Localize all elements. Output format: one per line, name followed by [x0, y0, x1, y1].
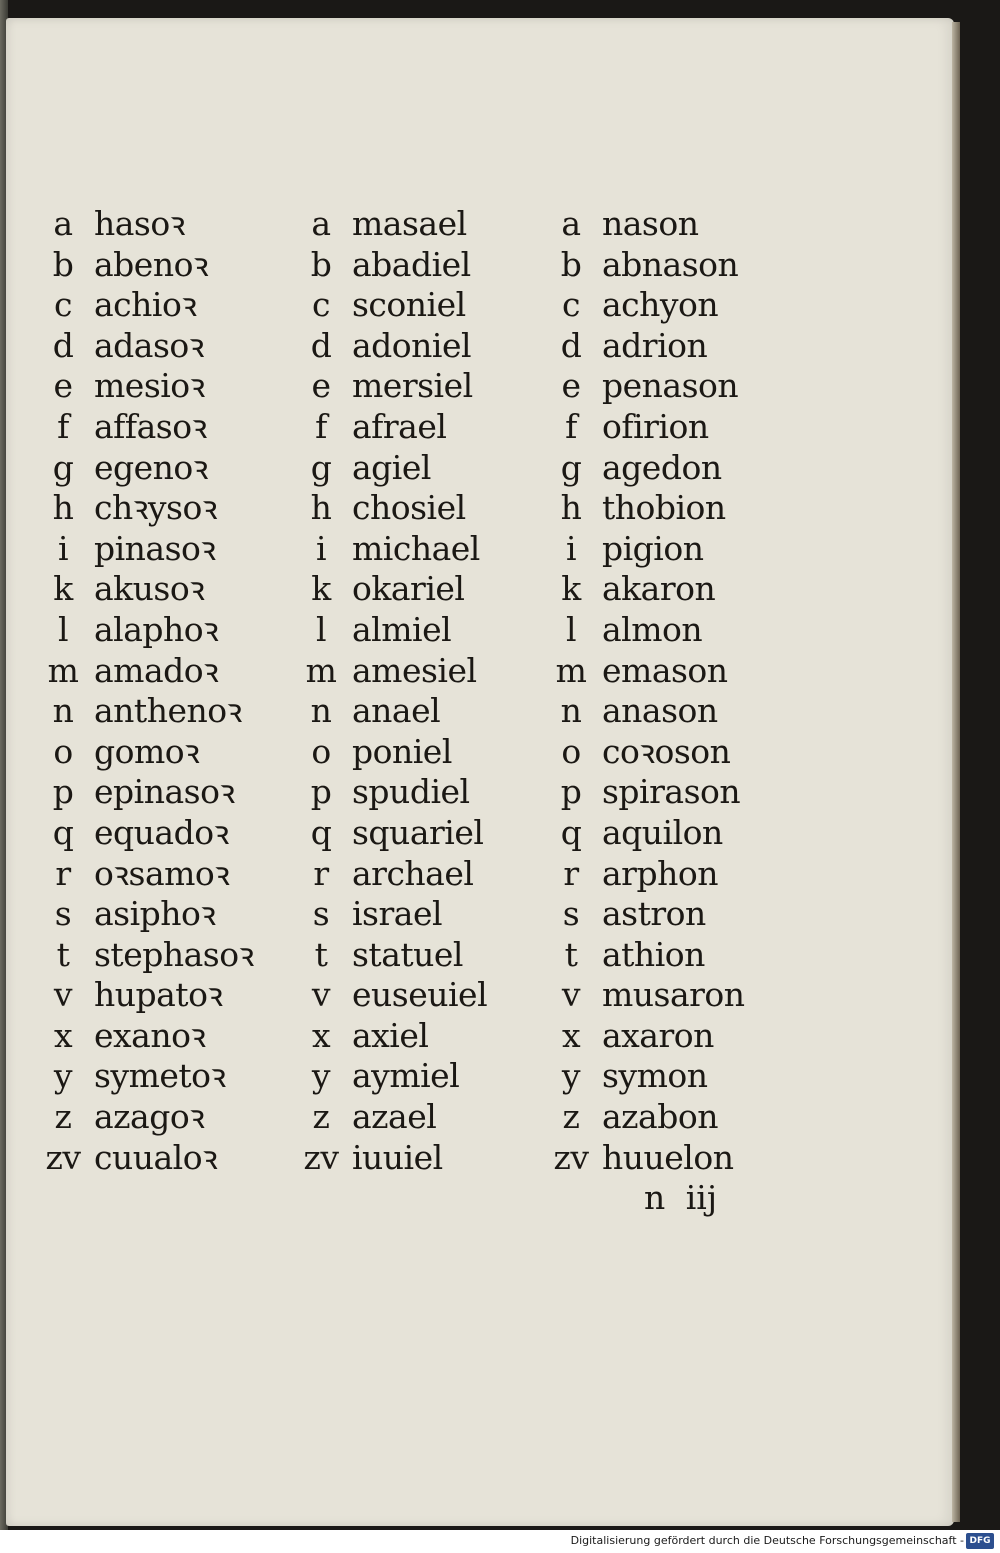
list-item: [296, 488, 487, 529]
row-letter: q: [52, 812, 74, 852]
row-name: chosiel: [352, 488, 466, 528]
row-letter: x: [561, 1015, 581, 1055]
row-letter: t: [564, 934, 578, 974]
list-item: [296, 326, 487, 367]
list-item: [296, 448, 487, 489]
list-item: [38, 407, 254, 448]
row-name: astron: [602, 894, 706, 934]
row-name: gomoꝛ: [94, 731, 200, 771]
list-item: [296, 854, 487, 895]
row-letter: r: [313, 853, 329, 893]
row-name: michael: [352, 528, 480, 568]
row-name: athion: [602, 934, 705, 974]
row-letter: zv: [553, 1137, 589, 1177]
row-name: azabon: [602, 1097, 718, 1137]
list-item: [546, 772, 745, 813]
list-item: [38, 529, 254, 570]
list-item: [38, 975, 254, 1016]
row-letter: e: [561, 366, 581, 406]
list-item: [296, 935, 487, 976]
list-item: [546, 894, 745, 935]
row-letter: m: [305, 650, 337, 690]
list-item: [296, 245, 487, 286]
list-item: [546, 1016, 745, 1057]
list-item: [38, 935, 254, 976]
list-item: [38, 569, 254, 610]
row-letter: a: [53, 204, 73, 243]
list-item: [546, 854, 745, 895]
row-letter: p: [310, 772, 332, 812]
row-name: achioꝛ: [94, 285, 197, 325]
row-letter: n: [560, 691, 582, 731]
row-letter: q: [560, 812, 582, 852]
row-name: exanoꝛ: [94, 1015, 206, 1055]
list-item: [38, 691, 254, 732]
row-name: nason: [602, 204, 699, 243]
column-3: [546, 204, 745, 1178]
list-item: [546, 732, 745, 773]
list-item: [296, 651, 487, 692]
row-name: epinasoꝛ: [94, 772, 235, 812]
row-letter: k: [561, 569, 581, 609]
row-name: azagoꝛ: [94, 1097, 205, 1137]
row-name: adasoꝛ: [94, 325, 204, 365]
book-page: [6, 18, 954, 1526]
row-name: statuel: [352, 934, 463, 974]
row-name: pigion: [602, 528, 704, 568]
row-name: affasoꝛ: [94, 406, 207, 446]
row-name: oꝛsamoꝛ: [94, 853, 230, 893]
row-name: alaphoꝛ: [94, 609, 219, 649]
row-letter: i: [565, 528, 577, 568]
list-item: [296, 1016, 487, 1057]
row-letter: o: [561, 731, 581, 771]
list-item: [38, 1016, 254, 1057]
row-name: axaron: [602, 1015, 714, 1055]
list-item: [38, 488, 254, 529]
list-item: [546, 691, 745, 732]
row-name: huuelon: [602, 1137, 734, 1177]
row-letter: e: [53, 366, 73, 406]
row-letter: z: [54, 1097, 72, 1137]
row-letter: o: [311, 731, 331, 771]
list-item: [546, 975, 745, 1016]
list-item: [296, 813, 487, 854]
list-item: [546, 285, 745, 326]
row-name: penason: [602, 366, 739, 406]
row-name: iuuiel: [352, 1137, 443, 1177]
row-letter: t: [314, 934, 328, 974]
row-name: adoniel: [352, 325, 472, 365]
row-letter: k: [53, 569, 73, 609]
row-name: poniel: [352, 731, 452, 771]
row-letter: m: [47, 650, 79, 690]
list-item: [546, 651, 745, 692]
row-name: agedon: [602, 447, 722, 487]
list-item: [546, 1056, 745, 1097]
list-item: [38, 366, 254, 407]
row-letter: f: [315, 406, 327, 446]
list-item: [38, 772, 254, 813]
row-letter: b: [560, 244, 582, 284]
footer-credit: Digitalisierung gefördert durch die Deutsche Forschungsgemeinschaft -: [570, 1534, 964, 1547]
row-letter: f: [57, 406, 69, 446]
row-letter: d: [52, 325, 74, 365]
row-letter: p: [560, 772, 582, 812]
row-name: okariel: [352, 569, 465, 609]
list-item: [546, 448, 745, 489]
row-name: stephasoꝛ: [94, 934, 254, 974]
list-item: [296, 732, 487, 773]
row-letter: r: [55, 853, 71, 893]
list-item: [38, 854, 254, 895]
row-name: chꝛysoꝛ: [94, 488, 217, 528]
row-letter: v: [561, 975, 581, 1015]
row-name: cuualoꝛ: [94, 1137, 218, 1177]
row-name: ofirion: [602, 406, 709, 446]
row-letter: a: [311, 204, 331, 243]
row-letter: d: [310, 325, 332, 365]
row-name: sconiel: [352, 285, 466, 325]
list-item: [38, 285, 254, 326]
row-name: abenoꝛ: [94, 244, 209, 284]
list-item: [296, 366, 487, 407]
list-item: [546, 366, 745, 407]
row-letter: c: [54, 285, 72, 325]
list-item: [546, 813, 745, 854]
row-name: anason: [602, 691, 718, 731]
row-name: aquilon: [602, 812, 723, 852]
digitization-footer: [0, 1530, 1000, 1553]
row-name: afrael: [352, 406, 447, 446]
row-letter: a: [561, 204, 581, 243]
list-item: [296, 610, 487, 651]
list-item: [546, 610, 745, 651]
name-columns: [6, 18, 954, 1526]
row-letter: y: [311, 1056, 331, 1096]
row-letter: m: [555, 650, 587, 690]
row-letter: f: [565, 406, 577, 446]
row-name: arphon: [602, 853, 718, 893]
row-name: pinasoꝛ: [94, 528, 216, 568]
list-item: [546, 529, 745, 570]
row-letter: x: [53, 1015, 73, 1055]
list-item: [38, 894, 254, 935]
row-name: spudiel: [352, 772, 470, 812]
row-letter: h: [560, 488, 582, 528]
list-item: [38, 326, 254, 367]
row-letter: v: [311, 975, 331, 1015]
row-letter: z: [562, 1097, 580, 1137]
list-item: [38, 610, 254, 651]
list-item: [296, 1138, 487, 1179]
row-letter: zv: [303, 1137, 339, 1177]
row-letter: y: [561, 1056, 581, 1096]
row-name: aymiel: [352, 1056, 460, 1096]
row-name: adrion: [602, 325, 708, 365]
list-item: [296, 1056, 487, 1097]
list-item: [546, 204, 745, 245]
row-letter: zv: [45, 1137, 81, 1177]
row-letter: h: [310, 488, 332, 528]
row-name: mesioꝛ: [94, 366, 205, 406]
row-letter: p: [52, 772, 74, 812]
row-letter: h: [52, 488, 74, 528]
list-item: [38, 813, 254, 854]
list-item: [296, 1097, 487, 1138]
list-item: [38, 651, 254, 692]
row-name: almiel: [352, 609, 452, 649]
page-edge: [952, 22, 960, 1522]
list-item: [38, 1056, 254, 1097]
row-name: symon: [602, 1056, 708, 1096]
row-name: amesiel: [352, 650, 477, 690]
row-letter: t: [56, 934, 70, 974]
list-item: [296, 691, 487, 732]
row-letter: n: [52, 691, 74, 731]
list-item: [546, 569, 745, 610]
row-name: archael: [352, 853, 474, 893]
row-name: hupatoꝛ: [94, 975, 223, 1015]
row-letter: q: [310, 812, 332, 852]
list-item: [546, 488, 745, 529]
list-item: [546, 1097, 745, 1138]
row-name: musaron: [602, 975, 745, 1015]
row-name: achyon: [602, 285, 719, 325]
row-letter: e: [311, 366, 331, 406]
list-item: [38, 204, 254, 245]
row-name: egenoꝛ: [94, 447, 208, 487]
row-letter: o: [53, 731, 73, 771]
row-name: abadiel: [352, 244, 471, 284]
row-name: anael: [352, 691, 441, 731]
row-letter: s: [54, 894, 72, 934]
row-letter: z: [312, 1097, 330, 1137]
list-item: [546, 407, 745, 448]
row-name: azael: [352, 1097, 437, 1137]
row-letter: n: [310, 691, 332, 731]
column-1: [38, 204, 254, 1178]
row-letter: i: [315, 528, 327, 568]
row-letter: d: [560, 325, 582, 365]
column-2: [296, 204, 487, 1178]
row-letter: v: [53, 975, 73, 1015]
list-item: [546, 245, 745, 286]
list-item: [296, 285, 487, 326]
list-item: [546, 326, 745, 367]
row-name: abnason: [602, 244, 739, 284]
row-letter: g: [560, 447, 582, 487]
row-name: mersiel: [352, 366, 473, 406]
list-item: [296, 529, 487, 570]
row-name: coꝛoson: [602, 731, 731, 771]
list-item: [38, 1138, 254, 1179]
row-letter: l: [315, 609, 327, 649]
row-name: symetoꝛ: [94, 1056, 226, 1096]
list-item: [296, 204, 487, 245]
list-item: [38, 1097, 254, 1138]
row-name: agiel: [352, 447, 431, 487]
dfg-logo: DFG: [966, 1533, 994, 1549]
row-letter: b: [310, 244, 332, 284]
row-name: almon: [602, 609, 703, 649]
list-item: [296, 975, 487, 1016]
row-name: euseuiel: [352, 975, 488, 1015]
list-item: [296, 894, 487, 935]
row-letter: l: [565, 609, 577, 649]
row-name: equadoꝛ: [94, 812, 229, 852]
row-name: thobion: [602, 488, 726, 528]
row-name: hasoꝛ: [94, 204, 185, 243]
row-name: akaron: [602, 569, 716, 609]
row-name: axiel: [352, 1015, 429, 1055]
row-name: amadoꝛ: [94, 650, 219, 690]
row-letter: i: [57, 528, 69, 568]
row-letter: g: [310, 447, 332, 487]
row-name: emason: [602, 650, 728, 690]
row-letter: s: [312, 894, 330, 934]
row-letter: c: [312, 285, 330, 325]
row-letter: s: [562, 894, 580, 934]
list-item: [296, 772, 487, 813]
row-letter: g: [52, 447, 74, 487]
list-item: [38, 448, 254, 489]
row-letter: k: [311, 569, 331, 609]
row-name: anthenoꝛ: [94, 691, 242, 731]
list-item: [546, 1138, 745, 1179]
row-letter: y: [53, 1056, 73, 1096]
row-letter: l: [57, 609, 69, 649]
row-letter: x: [311, 1015, 331, 1055]
row-name: israel: [352, 894, 443, 934]
row-name: asiphoꝛ: [94, 894, 216, 934]
row-letter: c: [562, 285, 580, 325]
row-name: masael: [352, 204, 467, 243]
signature-mark: n iij: [644, 1178, 718, 1217]
row-letter: b: [52, 244, 74, 284]
row-letter: r: [563, 853, 579, 893]
row-name: spirason: [602, 772, 741, 812]
list-item: [296, 569, 487, 610]
row-name: squariel: [352, 812, 484, 852]
list-item: [38, 732, 254, 773]
row-name: akusoꝛ: [94, 569, 205, 609]
list-item: [546, 935, 745, 976]
list-item: [38, 245, 254, 286]
list-item: [296, 407, 487, 448]
